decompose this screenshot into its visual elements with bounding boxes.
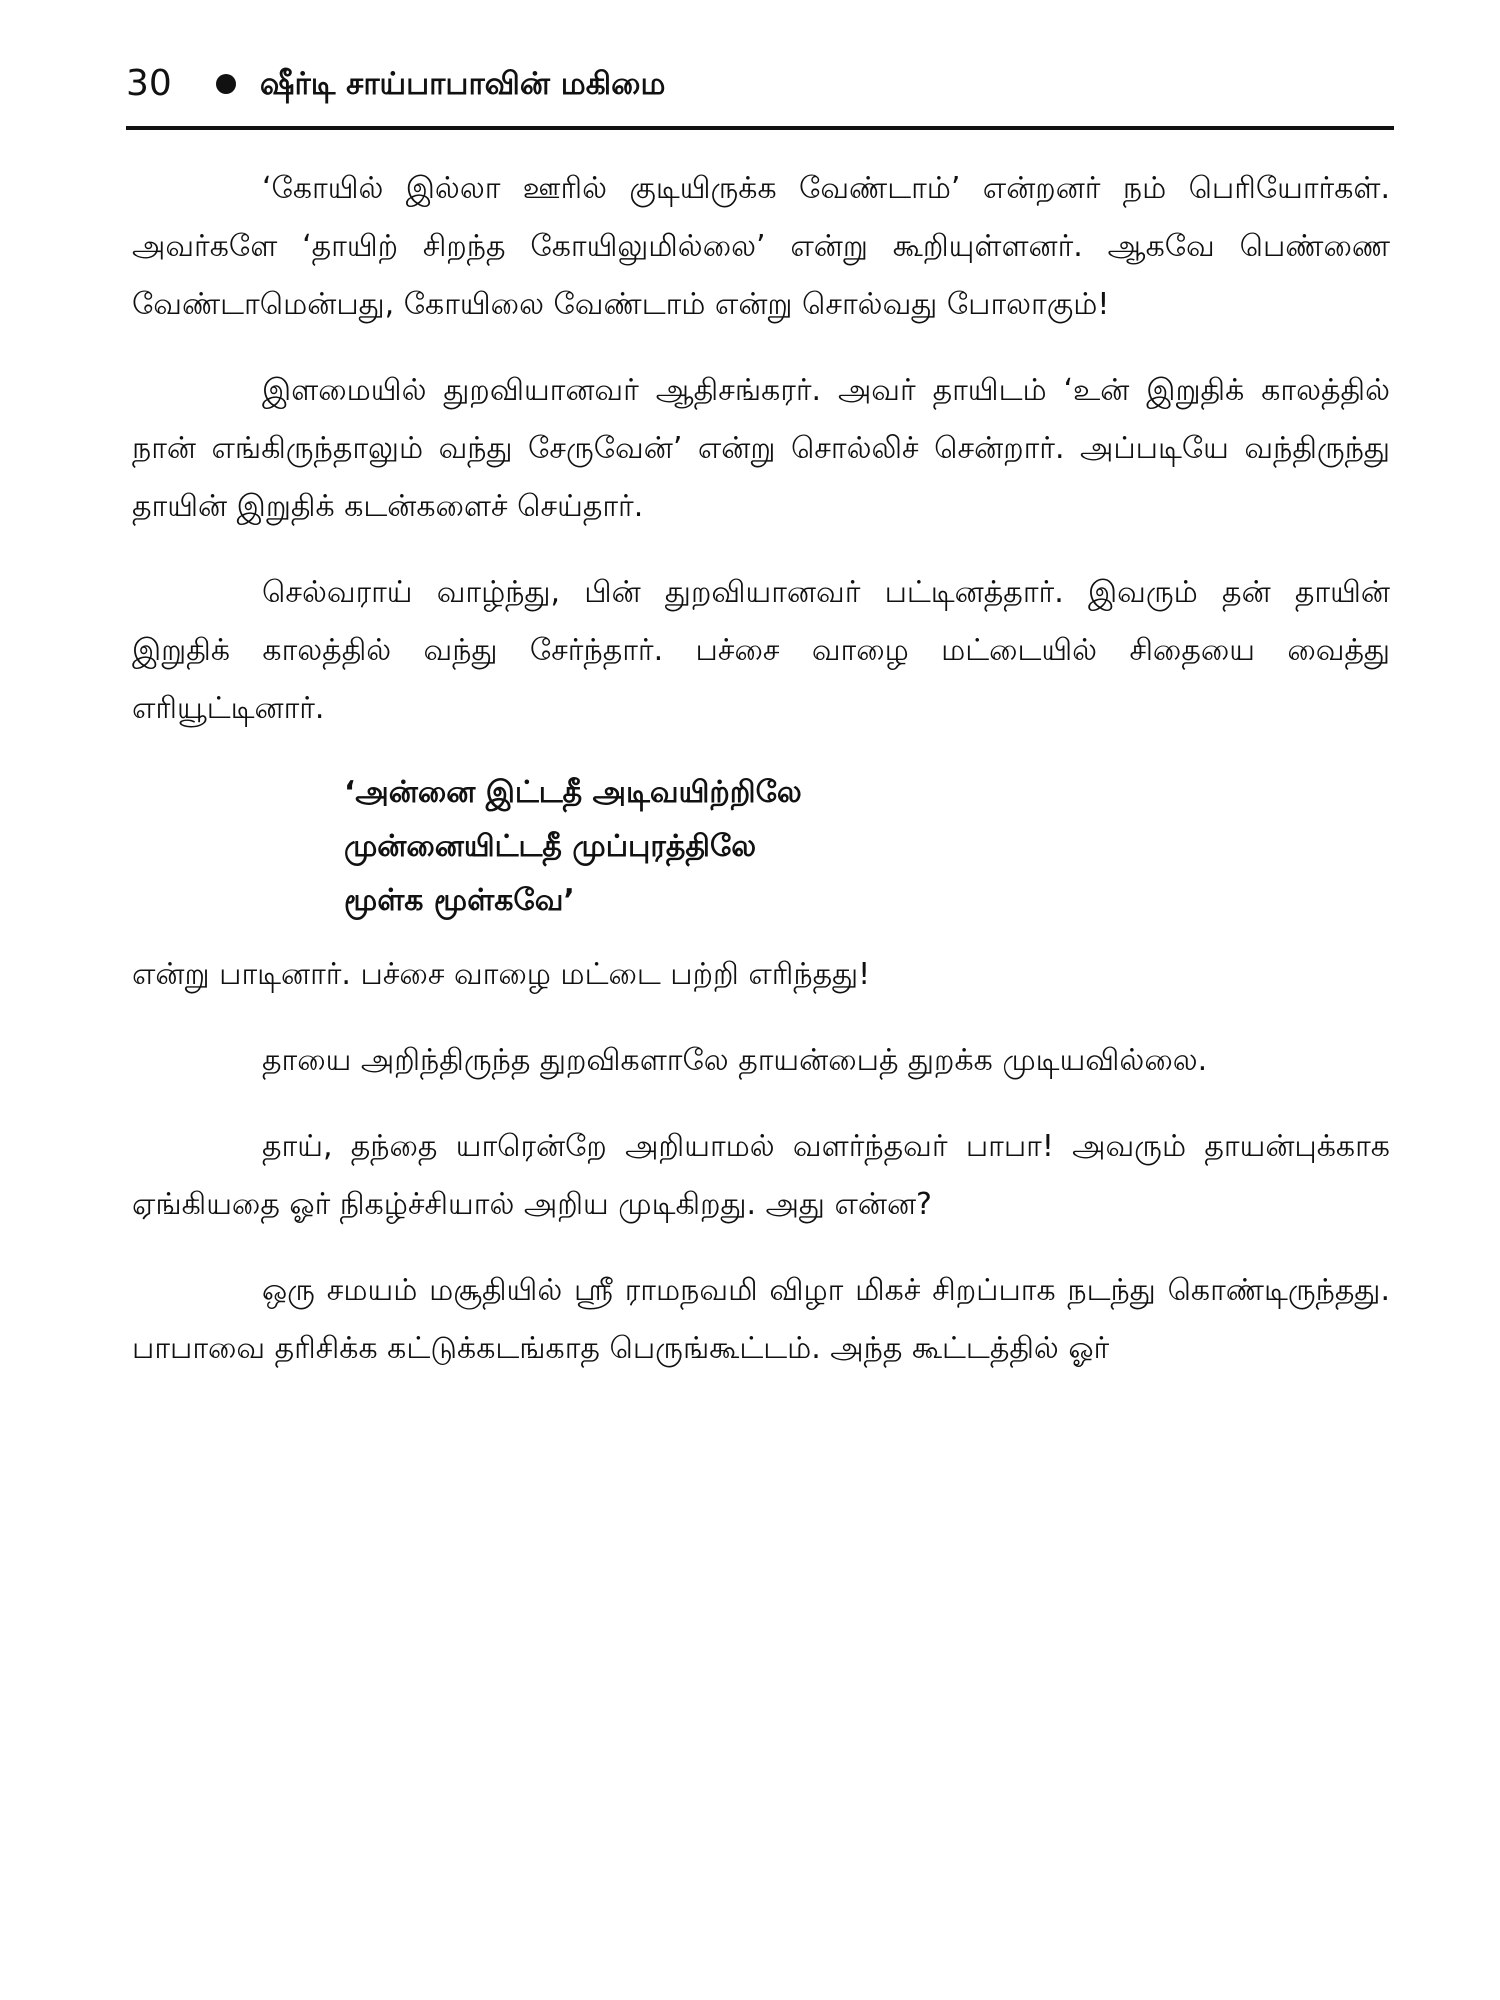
header-rule [126,126,1394,130]
bullet-icon [216,74,236,94]
paragraph-4: தாயை அறிந்திருந்த துறவிகளாலே தாயன்பைத் துறக்க முடியவில்லை. [262,1043,1208,1078]
paragraph-6: ஒரு சமயம் மசூதியில் ஸ்ரீ ராமநவமி விழா மிகச் சிறப்பாக நடந்து கொண்டிருந்தது. பாபாவை தரிசிக்க கட்டுக்கடங்காத பெருங்கூட்டம். அந்த கூட்டத்தில் ஓர் [132,1273,1390,1366]
paragraph-1: ‘கோயில் இல்லா ஊரில் குடியிருக்க வேண்டாம்’ என்றனர் நம் பெரியோர்கள். அவர்களே ‘தாயிற் சிறந்த கோயிலுமில்லை’ என்று கூறியுள்ளனர். ஆகவே பெண்ணை வேண்டாமென்பது, கோயிலை வேண்டாம் என்று சொல்வது போலாகும்! [132,171,1390,322]
paragraph-5: தாய், தந்தை யாரென்றே அறியாமல் வளர்ந்தவர் பாபா! அவரும் தாயன்புக்காக ஏங்கியதை ஓர் நிகழ்ச்சியால் அறிய முடிகிறது. அது என்ன? [132,1129,1390,1222]
running-header [126,48,1394,120]
running-title: ஷீர்டி சாய்பாபாவின் மகிமை [259,65,666,102]
verse-block [344,766,1390,928]
body-text [132,160,1390,1406]
verse-line-2: முன்னையிட்டதீ முப்புரத்திலே [344,829,757,864]
after-verse-line: என்று பாடினார். பச்சை வாழை மட்டை பற்றி எரிந்தது! [132,957,871,992]
paragraph-2: இளமையில் துறவியானவர் ஆதிசங்கரர். அவர் தாயிடம் ‘உன் இறுதிக் காலத்தில் நான் எங்கிருந்தாலும் வந்து சேருவேன்’ என்று சொல்லிச் சென்றார். அப்படியே வந்திருந்து தாயின் இறுதிக் கடன்களைச் செய்தார். [132,373,1390,524]
verse-line-1: ‘அன்னை இட்டதீ அடிவயிற்றிலே [344,775,802,810]
paragraph-3: செல்வராய் வாழ்ந்து, பின் துறவியானவர் பட்டினத்தார். இவரும் தன் தாயின் இறுதிக் காலத்தில் வந்து சேர்ந்தார். பச்சை வாழை மட்டையில் சிதையை வைத்து எரியூட்டினார். [132,575,1390,726]
verse-line-3: மூள்க மூள்கவே’ [344,883,575,918]
page-number: 30 [126,63,172,104]
